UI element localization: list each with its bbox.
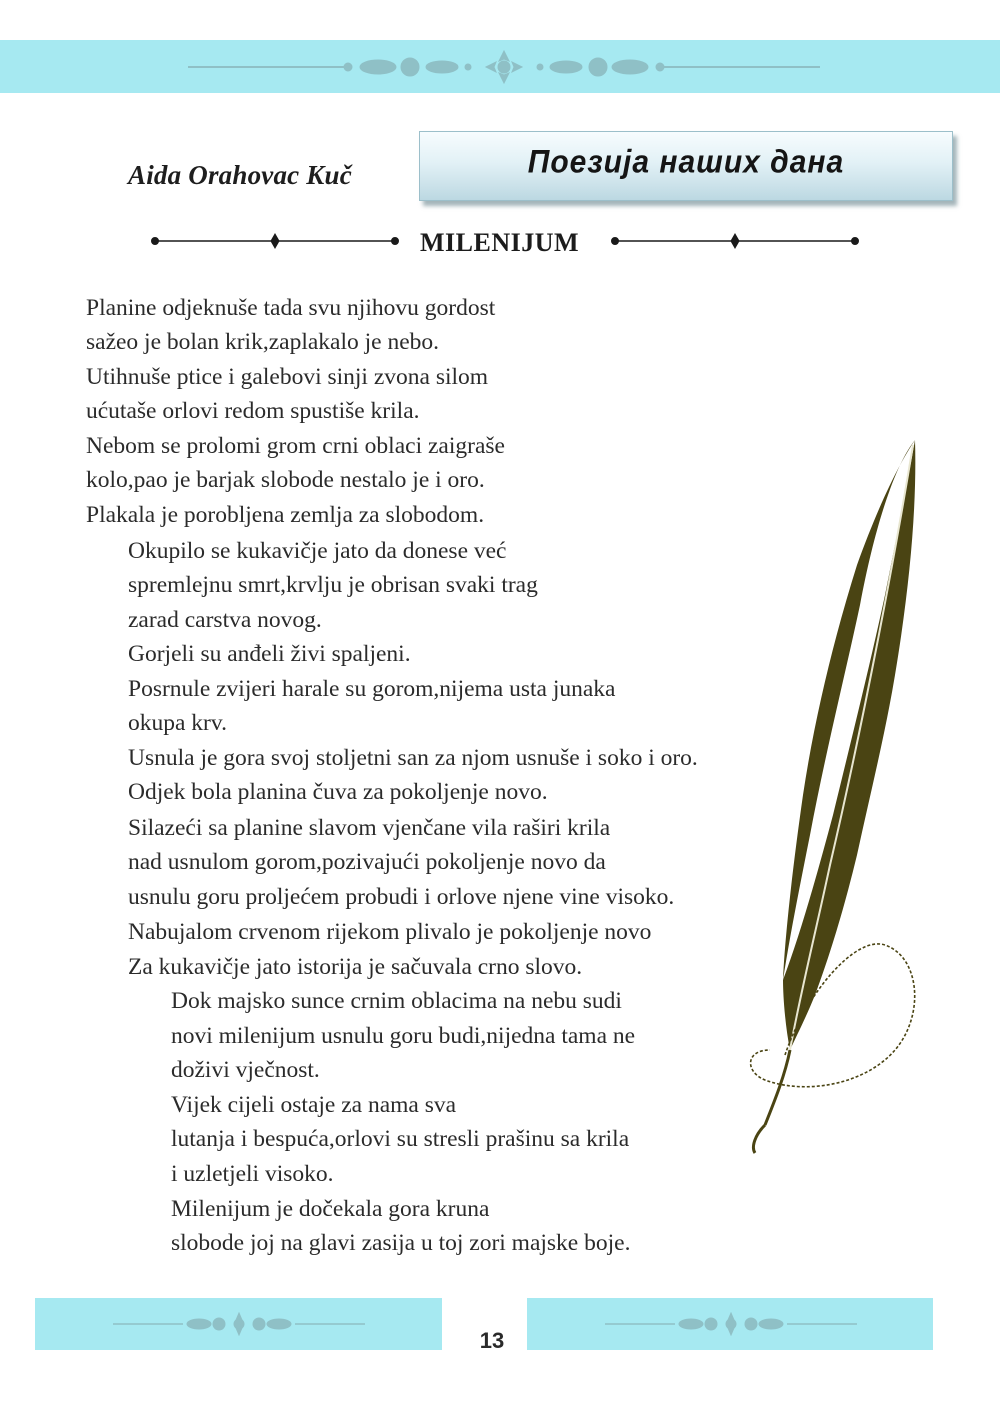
poem-line: Za kukavičje jato istorija je sačuvala crno slovo. xyxy=(128,954,583,980)
poem-line: lutanja i bespuća,orlovi su stresli prašinu sa krila xyxy=(171,1126,630,1152)
poem-line: kolo,pao je barjak slobode nestalo je i oro. xyxy=(86,467,485,493)
left-title-divider-icon xyxy=(150,233,400,249)
top-decorative-band xyxy=(0,40,1000,93)
poem-line: Usnula je gora svoj stoljetni san za njom usnuše i soko i oro. xyxy=(128,745,698,771)
section-title-box xyxy=(419,131,953,201)
poem-line: Plakala je porobljena zemlja za slobodom. xyxy=(86,502,485,528)
poem-line: doživi vječnost. xyxy=(171,1057,320,1083)
poem-line: Odjek bola planina čuva za pokoljenje novo. xyxy=(128,779,548,805)
poem-line: okupa krv. xyxy=(128,710,227,736)
poem-line: Gorjeli su anđeli živi spaljeni. xyxy=(128,641,411,667)
poem-line: Vijek cijeli ostaje za nama sva xyxy=(171,1092,457,1118)
poem-line: sažeo je bolan krik,zaplakalo je nebo. xyxy=(86,329,440,355)
bottom-band-left xyxy=(35,1298,442,1350)
author-name: Aida Orahovac Kuč xyxy=(128,160,352,190)
bottom-band-right xyxy=(527,1298,933,1350)
poem-line: Milenijum je dočekala gora kruna xyxy=(171,1196,490,1222)
poem-line: i uzletjeli visoko. xyxy=(171,1161,334,1187)
quill-feather-icon xyxy=(745,435,925,1155)
poem-line: Utihnuše ptice i galebovi sinji zvona silom xyxy=(86,364,489,390)
poem-line: usnulu goru proljećem probudi i orlove njene vine visoko. xyxy=(128,884,675,910)
poem-line: novi milenijum usnulu goru budi,nijedna tama ne xyxy=(171,1023,636,1049)
poem-line: Posrnule zvijeri harale su gorom,nijema usta junaka xyxy=(128,676,616,702)
poem-line: Planine odjeknuše tada svu njihovu gordost xyxy=(86,295,496,321)
poem-line: Okupilo se kukavičje jato da donese već xyxy=(128,538,507,564)
poem-line: slobode joj na glavi zasija u toj zori majske boje. xyxy=(171,1230,631,1256)
page-number: 13 xyxy=(479,1328,505,1353)
flourish-divider-icon xyxy=(605,1312,857,1336)
poem-line: zarad carstva novog. xyxy=(128,607,322,633)
poem-line: spremlejnu smrt,krvlju je obrisan svaki trag xyxy=(128,572,538,598)
flourish-divider-icon xyxy=(113,1312,365,1336)
poem-line: nad usnulom gorom,pozivajući pokoljenje novo da xyxy=(128,849,606,875)
poem-title-row xyxy=(0,222,1000,262)
poem-title: MILENIJUM xyxy=(420,228,580,257)
poem-line: Silazeći sa planine slavom vjenčane vila raširi krila xyxy=(128,815,611,841)
section-title: Поезија наших дана xyxy=(527,144,845,181)
poem-line: ućutaše orlovi redom spustiše krila. xyxy=(86,398,420,424)
poem-line: Nabujalom crvenom rijekom plivalo je pokoljenje novo xyxy=(128,919,652,945)
poem-line: Nebom se prolomi grom crni oblaci zaigraše xyxy=(86,433,505,459)
flourish-divider-icon xyxy=(188,50,820,84)
poem-line: Dok majsko sunce crnim oblacima na nebu sudi xyxy=(171,988,622,1014)
right-title-divider-icon xyxy=(610,233,860,249)
